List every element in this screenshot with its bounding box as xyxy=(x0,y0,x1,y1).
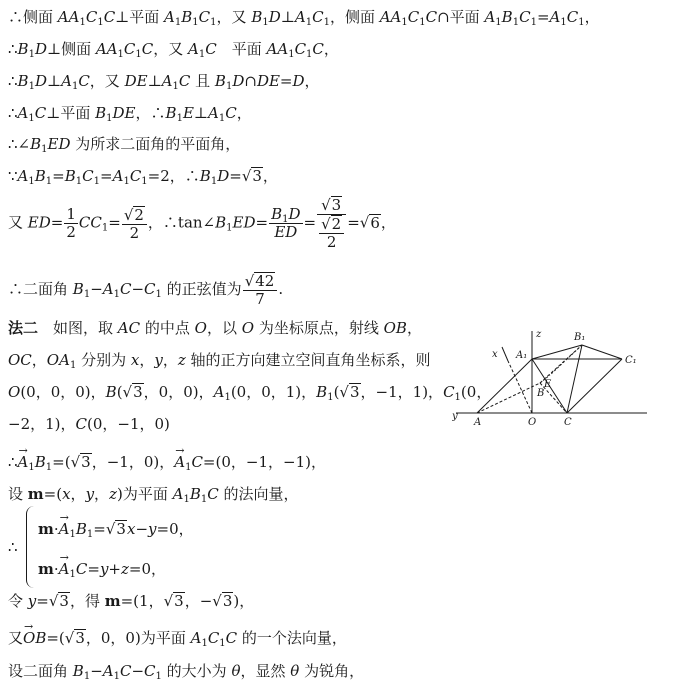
line-13: ∴→ $A_1B_1=(√3$，−1，0)，→ $A_1C=(0$，−1，−1)， xyxy=(8,451,326,473)
line-8: ∴二面角 $B_1-A_1C-C_1$ 的正弦值为 $\frac{√42}{7}$ . xyxy=(8,272,284,308)
line-16: 令 y=√3，得 m=(1，√3，−√3)， xyxy=(8,592,255,610)
label-E: E xyxy=(544,379,552,390)
coordinate-figure xyxy=(452,325,692,435)
line-9: 法二 如图，取 AC 的中点 O，以 O 为坐标原点，射线 OB， xyxy=(8,319,422,337)
equation-2: $m\cdot\to A_1C=y+z=0$， xyxy=(38,558,166,580)
line-14: 设 m=(x，y，z)为平面 $A_1B_1C$ 的法向量， xyxy=(8,485,299,505)
label-A: A xyxy=(474,417,482,428)
line-1: ∴侧面 $AA_1C_1C\perp$平面 $A_1B_1C_1$，又 $B_1D\perp A_1C_1$，侧面 $AA_1C_1C\cap$平面 $A_1B_1C_1=A_1C_1$， xyxy=(8,8,600,28)
axis-x-label: x xyxy=(492,349,498,360)
line-4: $\therefore A_1C\perp$平面 $B_1DE$，$\therefore B_1E\perp A_1C$， xyxy=(8,104,252,124)
line-6: $\because A_1B_1=B_1C_1=A_1C_1=2$，$\therefore B_1D=√3$， xyxy=(8,167,278,187)
line-11: O(0，0，0)，B(√3，0，0)，$A_1(0$，0，1)，$B_1(√3$，−1，1)，$C_1(0$， xyxy=(8,383,492,403)
line-17: 又→ OB=(√3，0，0)为平面 $A_1C_1C$ 的一个法向量， xyxy=(8,627,347,649)
label-A1: A₁ xyxy=(516,350,528,361)
line-18: 设二面角 $B_1-A_1C-C_1$ 的大小为 θ，显然 θ 为锐角， xyxy=(8,662,365,682)
line-10: OC，$OA_1$ 分别为 x，y，z 轴的正方向建立空间直角坐标系，则 xyxy=(8,351,431,371)
method-two-tag: 法二 xyxy=(8,319,39,337)
equation-brace xyxy=(26,506,35,588)
line-7: 又 ED= $\frac{1}{2}$ $CC_1=$ $\frac{√2}{2}$ ，$\therefore\tan\angle B_1ED=$ $\frac{B_1D}{ED}$ = $\frac{√3}{\frac{√2}{2}}$ =√6， xyxy=(8,196,396,251)
therefore-symbol: ∴ xyxy=(8,538,18,556)
label-O: O xyxy=(528,417,537,428)
label-C: C xyxy=(564,417,572,428)
line-3: $\therefore B_1D\perp A_1C$，又 $DE\perp A_1C$ 且 $B_1D\cap DE=D$， xyxy=(8,72,320,92)
axis-z-label: z xyxy=(536,329,542,340)
equation-1: $m\cdot\to A_1B_1=√3x-y=0$， xyxy=(38,518,194,540)
label-B: B xyxy=(537,388,545,399)
line-2: $\therefore B_1D\perp$侧面 $AA_1C_1C$，又 $A_1C$ 平面 $AA_1C_1C$， xyxy=(8,40,339,60)
line-5: $\therefore\angle B_1ED$ 为所求二面角的平面角， xyxy=(8,135,241,155)
line-12: −2，1)，C(0，−1，0) xyxy=(8,415,170,433)
axis-y-label: y xyxy=(452,411,458,422)
label-B1: B₁ xyxy=(574,332,586,343)
label-C1: C₁ xyxy=(625,355,637,366)
